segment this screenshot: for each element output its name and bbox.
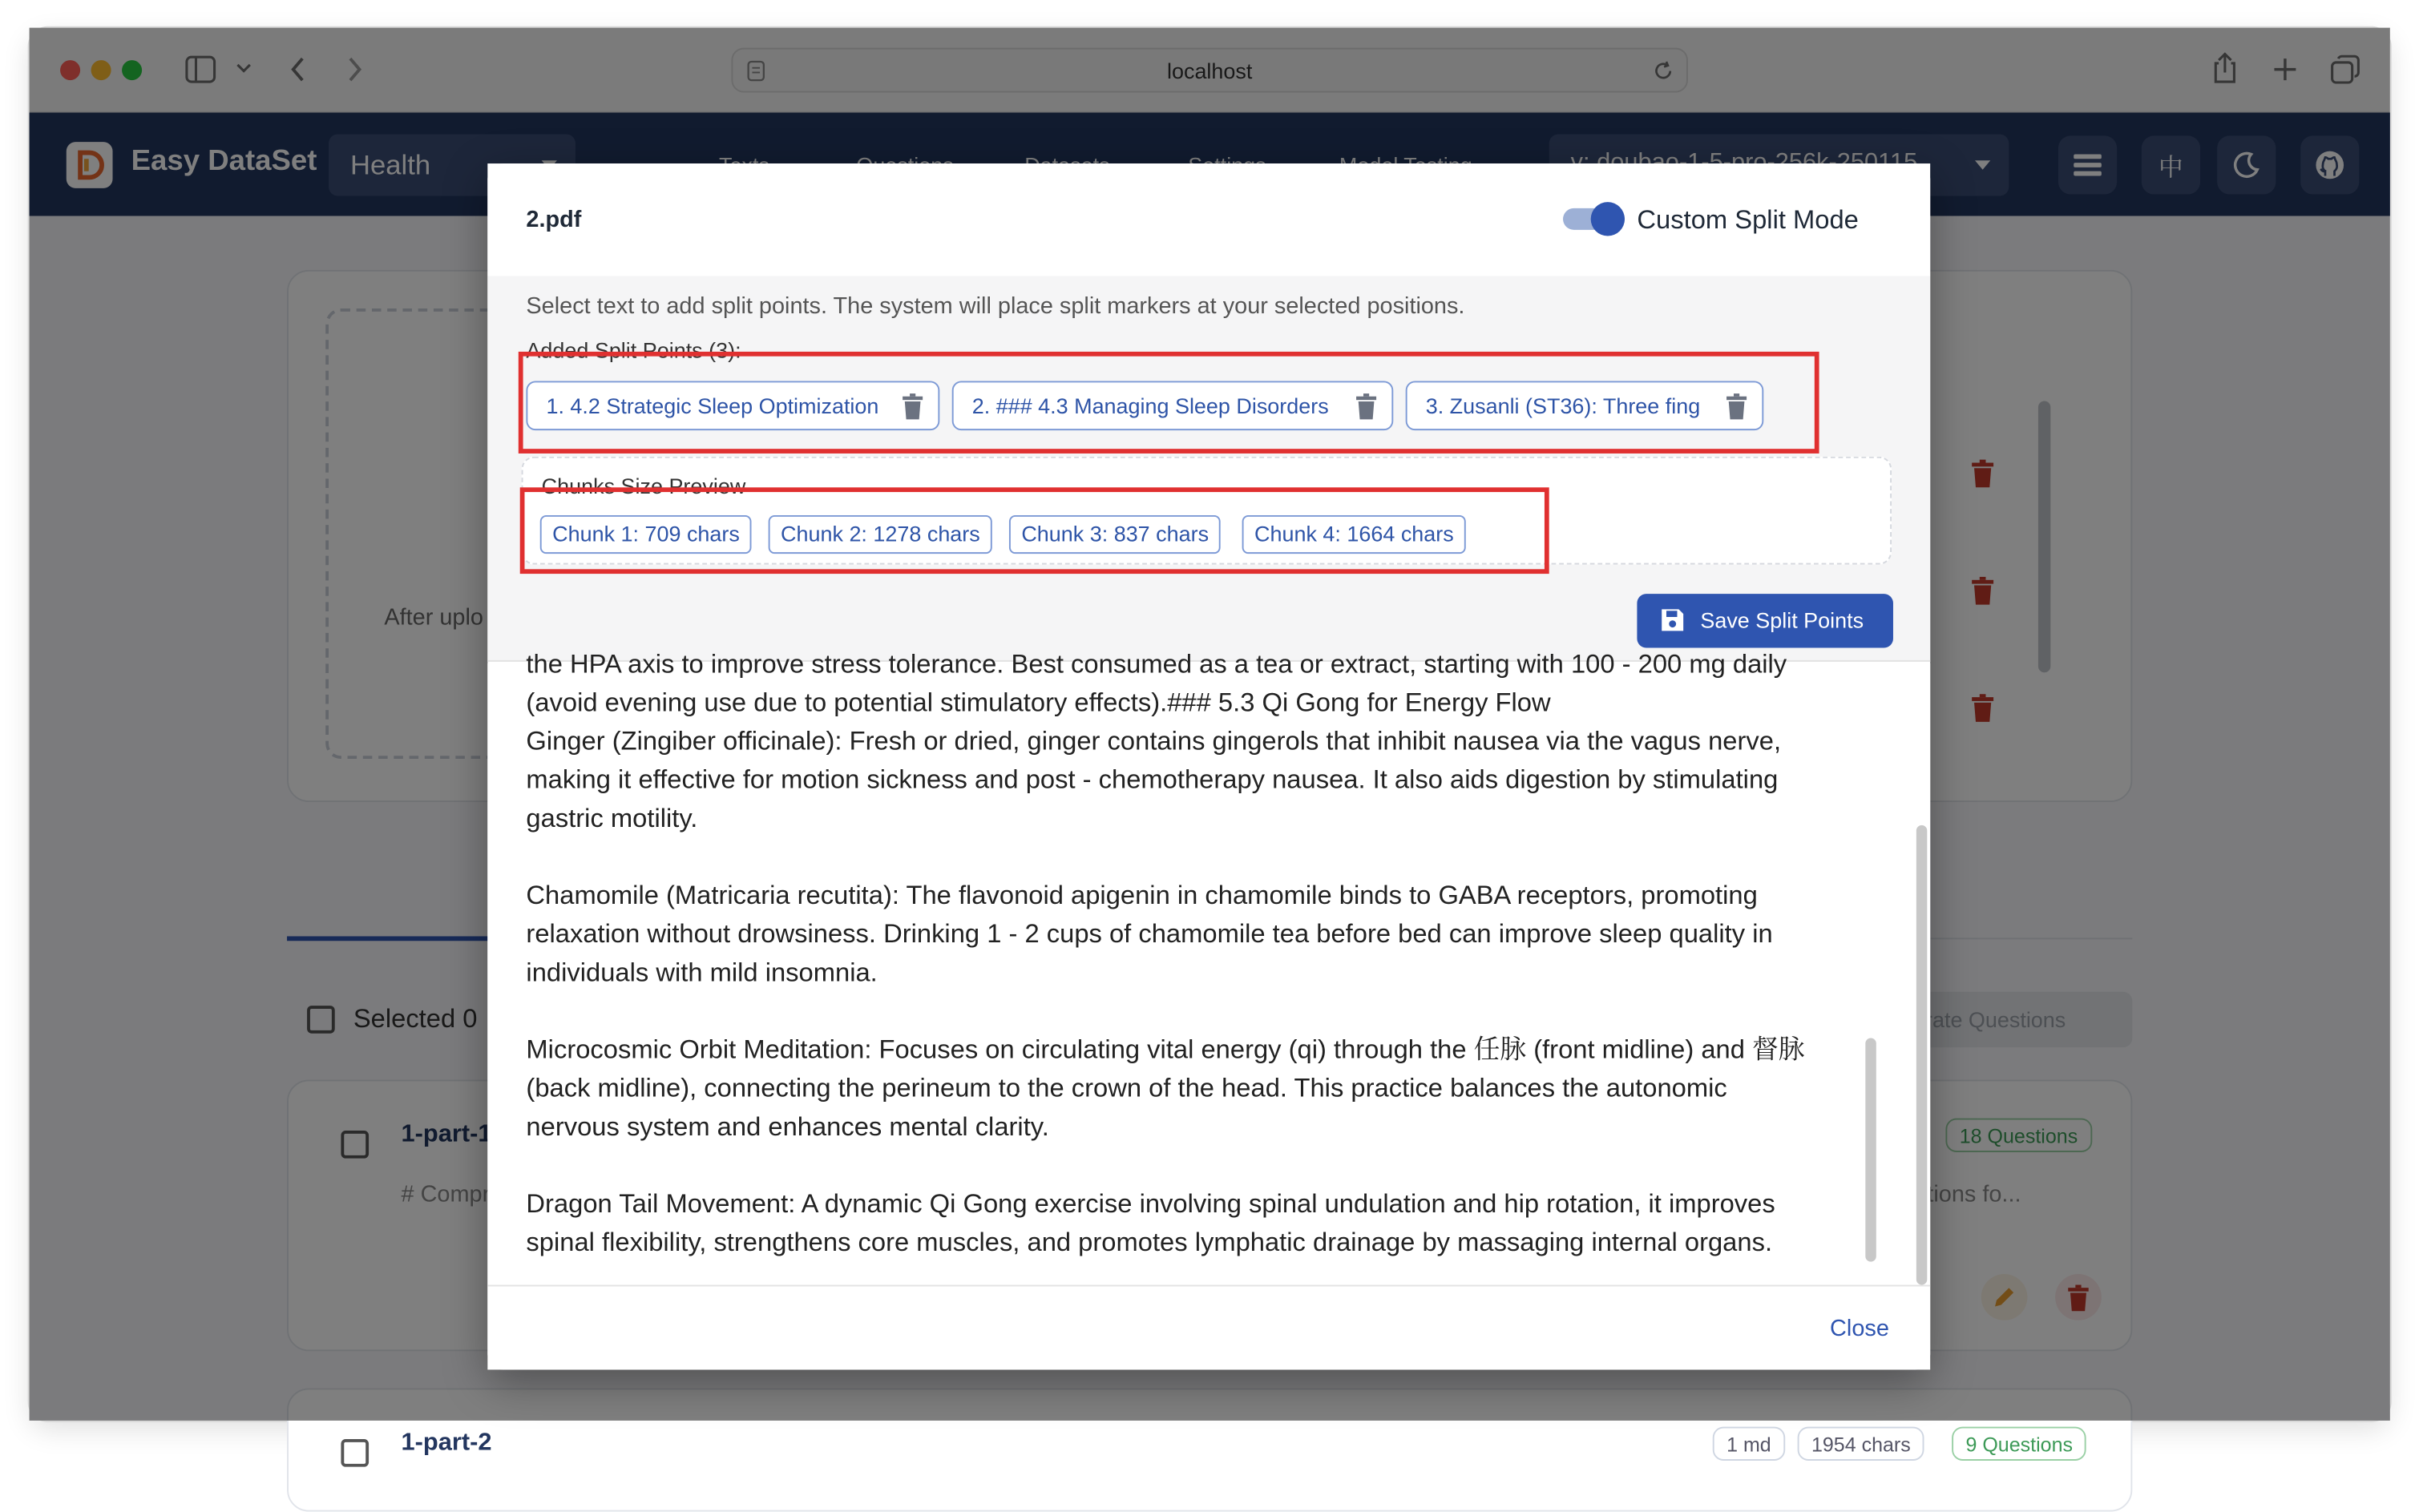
split-controls bbox=[487, 276, 1930, 662]
split-hint: Select text to add split points. The system will place split markers at your selected positions. bbox=[526, 292, 1465, 320]
outer-scrollbar[interactable] bbox=[1916, 825, 1927, 1285]
custom-split-toggle[interactable] bbox=[1563, 204, 1625, 235]
chunk-size-chip: Chunk 3: 837 chars bbox=[1009, 515, 1222, 554]
chunk-title[interactable]: 1-part-2 bbox=[401, 1429, 492, 1457]
questions-badge: 9 Questions bbox=[1952, 1427, 2086, 1461]
save-split-points-button[interactable] bbox=[1637, 594, 1893, 647]
size-badge: 1954 chars bbox=[1798, 1427, 1924, 1461]
inner-scrollbar[interactable] bbox=[1865, 1038, 1876, 1262]
chunks-preview-highlight bbox=[520, 487, 1549, 574]
save-icon bbox=[1660, 607, 1685, 632]
chunk-size-chip: Chunk 1: 709 chars bbox=[540, 515, 753, 554]
browser-window bbox=[30, 28, 2390, 1457]
chunk-checkbox[interactable] bbox=[341, 1439, 369, 1467]
file-type-badge: 1 md bbox=[1713, 1427, 1785, 1461]
split-point-text: 2. ### 4.3 Managing Sleep Disorders bbox=[971, 393, 1329, 418]
dialog-header bbox=[487, 163, 1930, 276]
split-point-text: 1. 4.2 Strategic Sleep Optimization bbox=[546, 393, 879, 418]
chunk-size-chip: Chunk 2: 1278 chars bbox=[769, 515, 993, 554]
chunk-size-chip: Chunk 4: 1664 chars bbox=[1242, 515, 1467, 554]
document-text[interactable]: the HPA axis to improve stress tolerance. Best consumed as a tea or extract, starting with 100 - 200 mg daily (avoid evening use due to potential stimulatory effects).### 5.3 Qi Gong for Energy Flow Ginger (Zingiber officinale): Fresh or dried, ginger contains gingerols that inhibit nausea via the vagus nerve, making it effective for motion sickness and post - chemotherapy nausea. It also aids digestion by stimulating gastric motility. Chamomile (Matricaria recutita): The flavonoid apigenin in chamomile binds to GABA receptors, promoting relaxation without drowsiness. Drinking 1 - 2 cups of chamomile tea before bed can improve sleep quality in individuals with mild insomnia. Microcosmic Orbit Meditation: Focuses on circulating vital energy (qi) through the 任脉 (front midline) and 督脉 (back midline), connecting the perineum to the crown of the head. This practice balances the autonomic nervous system and enhances mental clarity. Dragon Tail Movement: A dynamic Qi Gong exercise involving spinal undulation and hip rotation, it improves spinal flexibility, strengthens core muscles, and promotes lymphatic drainage by massaging internal organs. bbox=[526, 649, 1805, 1257]
split-point-text: 3. Zusanli (ST36): Three fing bbox=[1425, 393, 1701, 418]
save-split-points-label: Save Split Points bbox=[1700, 607, 1864, 633]
dialog-footer bbox=[487, 1285, 1930, 1370]
chunks-preview-label: Chunks Size Preview bbox=[541, 473, 746, 498]
document-text-area[interactable] bbox=[487, 649, 1930, 1285]
toggle-knob bbox=[1591, 202, 1625, 236]
dialog-file-name: 2.pdf bbox=[526, 206, 582, 233]
split-points-highlight bbox=[519, 352, 1819, 454]
toggle-label: Custom Split Mode bbox=[1637, 205, 1859, 235]
close-button[interactable]: Close bbox=[1830, 1316, 1889, 1342]
split-dialog bbox=[487, 163, 1930, 1369]
split-points-label: Added Split Points (3): bbox=[526, 337, 741, 363]
